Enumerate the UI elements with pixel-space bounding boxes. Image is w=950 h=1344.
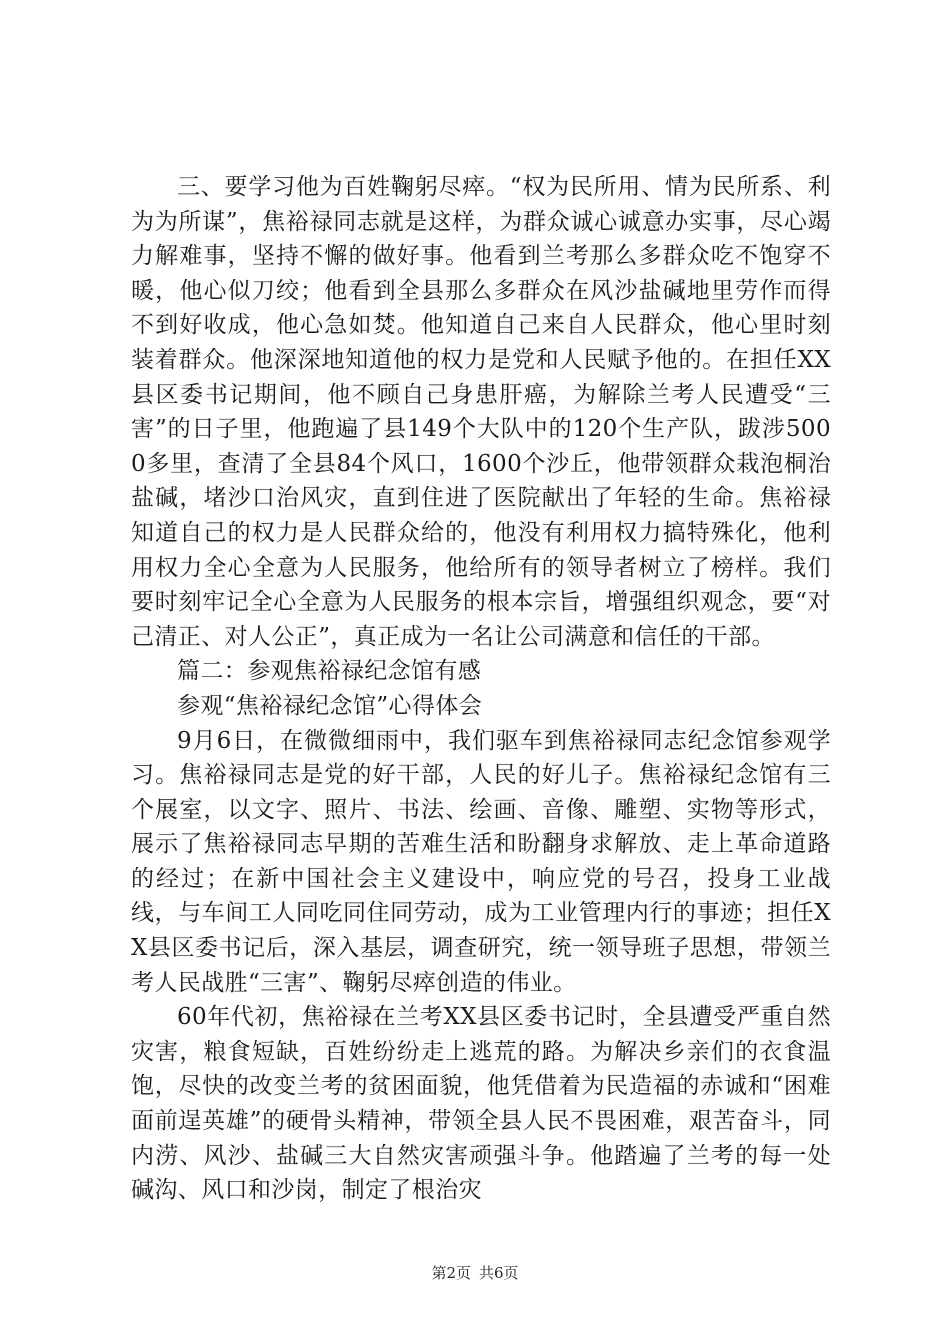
paragraph-sixties: 60年代初，焦裕禄在兰考XX县区委书记时，全县遭受严重自然灾害，粮食短缺，百姓纷纷走上逃荒的路。为解决乡亲们的衣食温饱，尽快的改变兰考的贫困面貌，他凭借着为民造福的赤诚和“困难面前逞英雄”的硬骨头精神，带领全县人民不畏困难，艰苦奋斗，同内涝、风沙、盐碱三大自然灾害顽强斗争。他踏遍了兰考的每一处碱沟、风口和沙岗，制定了根治灾 [131, 1004, 831, 1204]
paragraph-dedication-section: 三、要学习他为百姓鞠躬尽瘁。“权为民所用、情为民所系、利为为所谋”，焦裕禄同志就是这样，为群众诚心诚意办实事，尽心竭力解难事，坚持不懈的做好事。他看到兰考那么多群众吃不饱穿不暖，他心似刀绞；他看到全县那么多群众在风沙盐碱地里劳作而得不到好收成，他心急如焚。他知道自己来自人民群众，他心里时刻装着群众。他深深地知道他的权力是党和人民赋予他的。在担任XX县区委书记期间，他不顾自己身患肝癌，为解除兰考人民遭受“三害”的日子里，他跑遍了县149个大队中的120个生产队，跋涉5000多里，查清了全县84个风口，1600个沙丘，他带领群众栽泡桐治盐碱，堵沙口治风灾，直到住进了医院献出了年轻的生命。焦裕禄知道自己的权力是人民群众给的，他没有利用权力搞特殊化，他利用权力全心全意为人民服务，他给所有的领导者树立了榜样。我们要时刻牢记全心全意为人民服务的根本宗旨，增强组织观念，要“对己清正、对人公正”，真正成为一名让公司满意和信任的干部。 [131, 174, 831, 650]
paragraph-visit: 9月6日，在微微细雨中，我们驱车到焦裕禄同志纪念馆参观学习。焦裕禄同志是党的好干部，人民的好儿子。焦裕禄纪念馆有三个展室，以文字、照片、书法、绘画、音像、雕塑、实物等形式，展示了焦裕禄同志早期的苦难生活和盼翻身求解放、走上革命道路的经过；在新中国社会主义建设中，响应党的号召，投身工业战线，与车间工人同吃同住同劳动，成为工业管理内行的事迹；担任XX县区委书记后，深入基层，调查研究，统一领导班子思想，带领兰考人民战胜“三害”、鞠躬尽瘁创造的伟业。 [131, 727, 831, 996]
page-footer [0, 1262, 950, 1283]
section-heading: 篇二：参观焦裕禄纪念馆有感 [177, 658, 482, 685]
article-title: 参观“焦裕禄纪念馆”心得体会 [177, 692, 483, 719]
page-number: 第2页 [431, 1264, 471, 1282]
page-total: 共6页 [479, 1264, 519, 1282]
document-body [131, 170, 831, 1208]
